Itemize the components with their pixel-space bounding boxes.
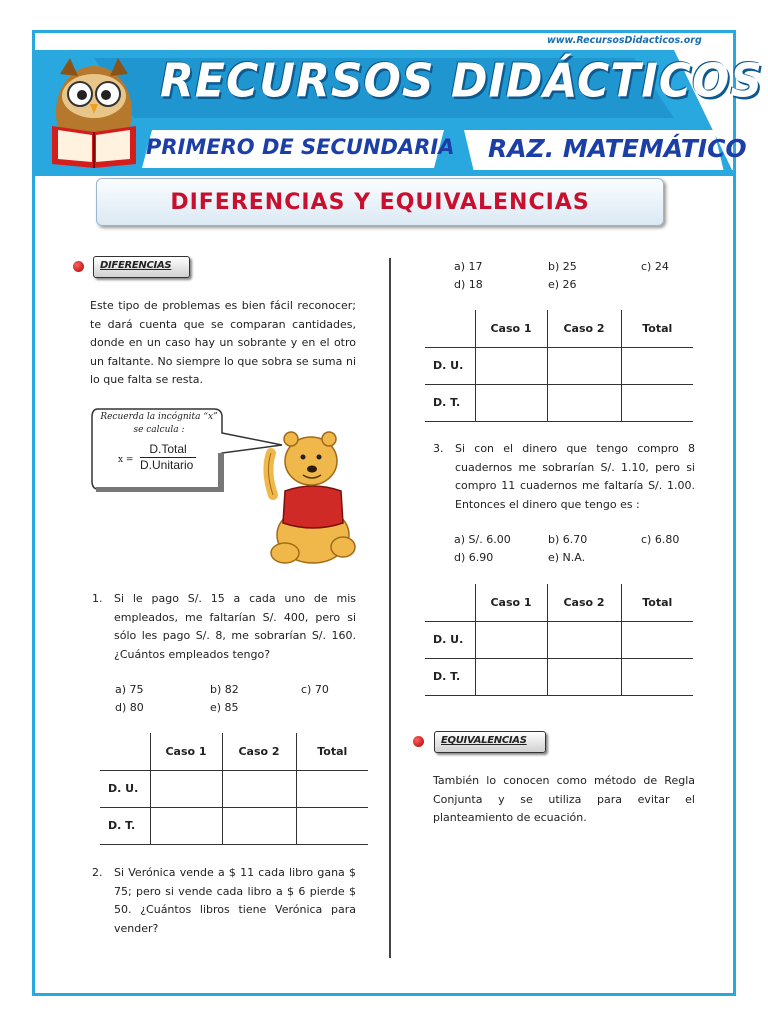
bullet-icon <box>413 736 424 747</box>
column-divider <box>389 258 391 958</box>
table-header-case2: Caso 2 <box>547 584 621 621</box>
table-header-case2: Caso 2 <box>222 733 296 770</box>
option-b[interactable]: b) 82 <box>210 683 239 696</box>
option-e[interactable]: e) 26 <box>548 278 577 291</box>
table-header-case1: Caso 1 <box>150 733 222 770</box>
formula-denominator: D.Unitario <box>140 458 194 472</box>
table-cell[interactable] <box>222 770 296 807</box>
topic-title-box <box>96 178 664 226</box>
intro-diferencias: Este tipo de problemas es bien fácil reconocer; te dará cuenta que se comparan cantidades, donde en un caso hay un sobrante y en el otro un faltante. No siempre lo que sobra se suma ni lo que falta se resta. <box>90 299 356 386</box>
option-d[interactable]: d) 80 <box>115 701 144 714</box>
table-cell[interactable] <box>475 384 547 421</box>
table-cell[interactable] <box>621 658 693 695</box>
table-row-dt: D. T. <box>100 807 150 844</box>
site-url[interactable]: www.RecursosDidacticos.org <box>547 35 702 46</box>
section-label-diferencias: DIFERENCIAS <box>93 256 190 278</box>
answer-table-3 <box>425 584 693 696</box>
problem-3-text: Si con el dinero que tengo compro 8 cuadernos me sobrarían S/. 1.10, pero si compro 11 cuadernos me faltaría S/. 1.00. Entonces el dinero que tengo es : <box>455 442 695 511</box>
option-a[interactable]: a) 17 <box>454 260 483 273</box>
formula-line1: Recuerda la incógnita “x” <box>100 412 218 422</box>
option-e[interactable]: e) N.A. <box>548 551 586 564</box>
table-cell[interactable] <box>547 347 621 384</box>
problem-1 <box>92 590 356 670</box>
problem-3-number: 3. <box>433 442 444 455</box>
problem-2-text: Si Verónica vende a $ 11 cada libro gana $ 75; pero si vende cada libro a $ 6 pierde $ 50. ¿Cuántos libros tiene Verónica para vender? <box>114 866 356 935</box>
bear-illustration-icon <box>255 425 360 570</box>
problem-1-number: 1. <box>92 592 103 605</box>
topic-title: DIFERENCIAS Y EQUIVALENCIAS <box>170 189 590 215</box>
problem-1-options <box>115 681 355 721</box>
option-c[interactable]: c) 24 <box>641 260 669 273</box>
answer-table-2 <box>425 310 693 422</box>
problem-2-number: 2. <box>92 866 103 879</box>
formula-line2: se calcula : <box>133 425 185 435</box>
table-row-du: D. U. <box>425 621 475 658</box>
table-cell[interactable] <box>475 658 547 695</box>
table-cell[interactable] <box>621 347 693 384</box>
option-c[interactable]: c) 6.80 <box>641 533 680 546</box>
option-c[interactable]: c) 70 <box>301 683 329 696</box>
option-b[interactable]: b) 6.70 <box>548 533 588 546</box>
formula-var: x = <box>118 455 134 465</box>
owl-reading-icon <box>44 52 144 170</box>
table-cell[interactable] <box>547 621 621 658</box>
table-header-total: Total <box>296 733 368 770</box>
table-cell[interactable] <box>222 807 296 844</box>
problem-2 <box>92 864 356 944</box>
subject-label: RAZ. MATEMÁTICO <box>488 134 747 163</box>
table-cell[interactable] <box>296 807 368 844</box>
option-a[interactable]: a) 75 <box>115 683 144 696</box>
table-header-case2: Caso 2 <box>547 310 621 347</box>
table-cell[interactable] <box>475 621 547 658</box>
option-d[interactable]: d) 18 <box>454 278 483 291</box>
site-title: RECURSOS DIDÁCTICOS <box>160 54 764 109</box>
table-row-dt: D. T. <box>425 658 475 695</box>
formula-fraction <box>140 442 196 473</box>
formula-numerator: D.Total <box>140 442 196 458</box>
option-e[interactable]: e) 85 <box>210 701 239 714</box>
table-cell[interactable] <box>547 384 621 421</box>
intro-equivalencias: También lo conocen como método de Regla Conjunta y se utiliza para evitar el planteamiento de ecuación. <box>433 774 695 824</box>
option-a[interactable]: a) S/. 6.00 <box>454 533 511 546</box>
option-b[interactable]: b) 25 <box>548 260 577 273</box>
table-corner <box>425 584 475 621</box>
table-cell[interactable] <box>475 347 547 384</box>
problem-2-options <box>454 258 694 298</box>
bullet-icon <box>73 261 84 272</box>
answer-table-1 <box>100 733 368 845</box>
table-header-total: Total <box>621 584 693 621</box>
table-cell[interactable] <box>150 807 222 844</box>
problem-3-options <box>454 531 694 571</box>
table-cell[interactable] <box>296 770 368 807</box>
table-row-du: D. U. <box>425 347 475 384</box>
problem-3 <box>433 440 695 520</box>
table-cell[interactable] <box>621 384 693 421</box>
table-row-dt: D. T. <box>425 384 475 421</box>
table-cell[interactable] <box>621 621 693 658</box>
table-cell[interactable] <box>150 770 222 807</box>
table-corner <box>100 733 150 770</box>
section-label-equivalencias: EQUIVALENCIAS <box>434 731 546 753</box>
table-header-total: Total <box>621 310 693 347</box>
table-cell[interactable] <box>547 658 621 695</box>
table-row-du: D. U. <box>100 770 150 807</box>
grade-label: PRIMERO DE SECUNDARIA <box>146 135 455 159</box>
table-header-case1: Caso 1 <box>475 584 547 621</box>
problem-1-text: Si le pago S/. 15 a cada uno de mis empleados, me faltarían S/. 400, pero si sólo les pago S/. 8, me sobrarían S/. 160. ¿Cuántos empleados tengo? <box>114 592 356 661</box>
option-d[interactable]: d) 6.90 <box>454 551 494 564</box>
formula-note <box>97 411 221 437</box>
table-corner <box>425 310 475 347</box>
table-header-case1: Caso 1 <box>475 310 547 347</box>
